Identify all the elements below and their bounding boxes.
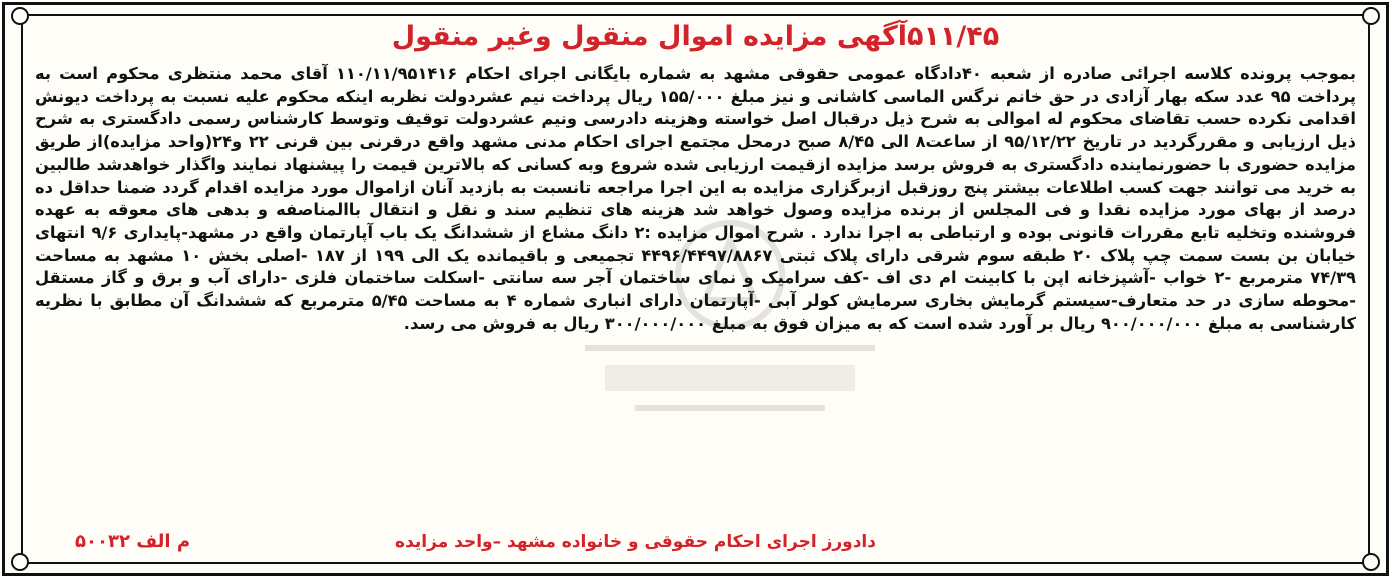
notice-body: بموجب پرونده کلاسه اجرائی صادره از شعبه ۴۰دادگاه عمومی حقوقی مشهد به شماره بایگانی اجرای احکام ۱۱۰/۱۱/۹۵۱۴۱۶ آقای محمد منتظری محکوم است به پرداخت ۹۵ عدد سکه بهار آزادی در حق خانم نرگس الماسی کاشانی و نیز مبلغ ۱۵۵/۰۰۰ ریال پرداخت نیم عشردولت نظربه اینکه محکوم علیه نسبت به پرداخت دیونش اقدامی نکرده حسب تقاضای محکوم له اموالی به شرح ذیل درقبال اصل خواسته وهزینه دادرسی ونیم عشردولت توقیف وتوسط کارشناس رسمی دادگستری به شرح ذیل ارزیابی و مقررگردید در تاریخ ۹۵/۱۲/۲۲ از ساعت۸ الی ۸/۴۵ صبح درمحل مجتمع اجرای احکام مدنی مشهد واقع درقرنی بین قرنی ۲۲ و۲۴(واحد مزایده)از طریق مزایده حضوری با حضورنماینده دادگستری به فروش برسد مزایده ازقیمت ارزیابی شده شروع وبه کسانی که بالاترین قیمت را پیشنهاد نمایند واگذار خواهدشد طالبین به خرید می توانند جهت کسب اطلاعات بیشتر پنج روزقبل ازبرگزاری مزایده به این اجرا مراجعه تانسبت به بازدید آنان ازاموال مورد مزایده اقدام گردد ضمنا حداقل ده درصد از بهای مورد مزایده نقدا و فی المجلس از برنده مزایده وصول خواهد شد هزینه های تنظیم سند و نقل و انتقال باالمناصفه و بدهی های معوقه به عهده فروشنده وتخلیه تابع مقررات قانونی بوده و ارتباطی به اجرا ندارد . شرح اموال مزایده :۲ دانگ مشاع از ششدانگ یک باب آپارتمان واقع در مشهد-پایداری ۹/۶ انتهای خیابان بن بست سمت چپ پلاک ۲۰ طبقه سوم شرقی دارای پلاک ثبتی ۴۴۹۶/۴۴۹۷/۸۸۶۷ تجمیعی و باقیمانده یک الی ۱۹۹ از ۱۸۷ -اصلی بخش ۱۰ مشهد به مساحت ۷۴/۳۹ مترمربع -۲ خواب -آشپزخانه اپن با کابینت ام دی اف -کف سرامیک و نمای ساختمان آجر سه سانتی -اسکلت ساختمان فلزی -دارای آب و برق و گاز مستقل -محوطه سازی در حد متعارف-سیستم گرمایش بخاری سرمایش کولر آبی -آپارتمان دارای انباری شماره ۴ به مساحت ۵/۴۵ مترمربع که ششدانگ آن مطابق با نظریه کارشناسی به مبلغ ۹۰۰/۰۰۰/۰۰۰ ریال بر آورد شده است که به میزان فوق به مبلغ ۳۰۰/۰۰۰/۰۰۰ ریال به فروش می رسد. (35, 64, 1356, 333)
corner-ornament-icon (1362, 553, 1380, 571)
notice-frame (2, 2, 1389, 576)
signature-line: دادورز اجرای احکام حقوقی و خانواده مشهد –واحد مزایده (395, 532, 876, 552)
reference-code: م الف ۵۰۰۳۲ (75, 531, 191, 552)
corner-ornament-icon (11, 553, 29, 571)
notice-footer (35, 525, 1356, 555)
notice-title: ۵۱۱/۴۵آگهی مزایده اموال منقول وغیر منقول (391, 21, 1000, 52)
